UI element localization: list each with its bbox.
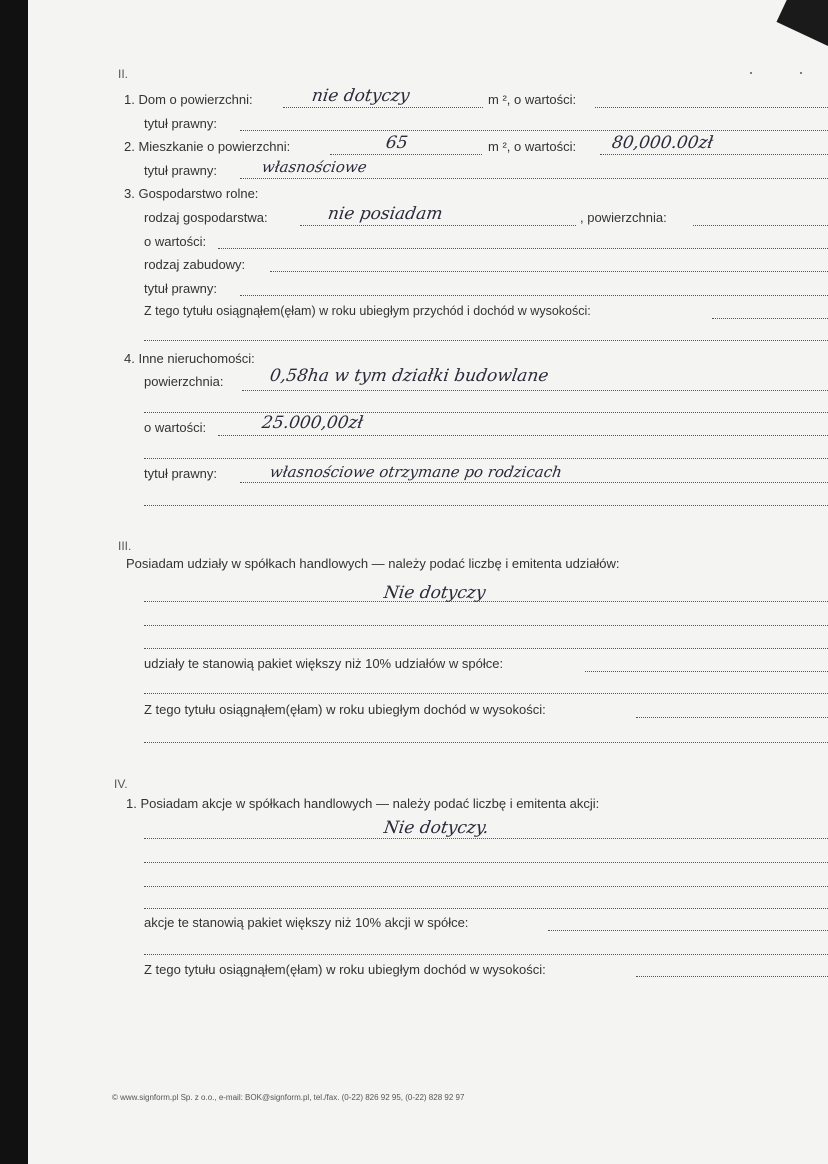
stocks-packet-field-line-2[interactable] [144,954,828,955]
shares-packet-label: udziały te stanowią pakiet większy niż 10% udziałów w spółce: [144,656,504,671]
farm-type-answer: nie posiadam [326,204,444,224]
farm-type-field[interactable] [300,225,576,226]
farm-title-field[interactable] [240,295,828,296]
other-title-field[interactable] [240,482,828,483]
other-value-label: o wartości: [144,420,207,435]
other-title-field-line-2[interactable] [144,505,828,506]
house-area-label: 1. Dom o powierzchni: [124,92,253,107]
flat-title-field[interactable] [240,178,828,179]
flat-area-answer: 65 [384,133,410,153]
stocks-income-label: Z tego tytułu osiągnąłem(ęłam) w roku ubiegłym dochód w wysokości: [144,962,546,977]
shares-field-line-1[interactable] [144,601,828,602]
farm-area-label: , powierzchnia: [580,210,667,225]
flat-title-answer: własnościowe [260,158,368,176]
scan-speck [750,72,752,74]
house-area-field[interactable] [283,107,483,108]
house-value-field[interactable] [595,107,828,108]
farm-building-label: rodzaj zabudowy: [144,257,246,272]
stocks-field-line-4[interactable] [144,908,828,909]
other-area-field-line-2[interactable] [144,412,828,413]
farm-title-label: tytuł prawny: [144,281,217,296]
other-title-answer: własnościowe otrzymane po rodzicach [268,463,564,481]
stocks-label: 1. Posiadam akcje w spółkach handlowych — należy podać liczbę i emitenta akcji: [126,796,600,811]
other-area-field[interactable] [242,390,828,391]
house-area-answer: nie dotyczy [310,86,411,106]
flat-title-label: tytuł prawny: [144,163,217,178]
flat-area-field[interactable] [330,154,482,155]
shares-field-line-3[interactable] [144,648,828,649]
stocks-packet-field[interactable] [548,930,828,931]
scan-corner-shadow [776,0,828,52]
section-iii-heading: III. [118,539,132,553]
farm-label: 3. Gospodarstwo rolne: [124,186,259,201]
shares-income-field-line-2[interactable] [144,742,828,743]
other-value-answer: 25.000,00zł [260,413,365,433]
shares-answer: Nie dotyczy [382,583,487,603]
farm-building-field[interactable] [270,271,828,272]
shares-field-line-2[interactable] [144,625,828,626]
farm-income-label: Z tego tytułu osiągnąłem(ęłam) w roku ubiegłym przychód i dochód w wysokości: [144,304,591,318]
flat-area-unit-label: m ², o wartości: [488,139,577,154]
farm-income-field-line-2[interactable] [144,340,828,341]
stocks-answer: Nie dotyczy. [382,818,490,838]
stocks-packet-label: akcje te stanowią pakiet większy niż 10% akcji w spółce: [144,915,469,930]
shares-label: Posiadam udziały w spółkach handlowych — należy podać liczbę i emitenta udziałów: [126,556,620,571]
flat-value-field[interactable] [600,154,828,155]
farm-area-field[interactable] [693,225,828,226]
scan-left-edge [0,0,28,1164]
stocks-field-line-3[interactable] [144,886,828,887]
farm-value-label: o wartości: [144,234,207,249]
house-title-label: tytuł prawny: [144,116,217,131]
farm-income-field[interactable] [712,318,828,319]
farm-value-field[interactable] [218,248,828,249]
shares-packet-field[interactable] [585,671,828,672]
section-ii-heading: II. [118,67,129,81]
stocks-field-line-1[interactable] [144,838,828,839]
other-title-label: tytuł prawny: [144,466,217,481]
house-title-field[interactable] [240,130,828,131]
shares-income-label: Z tego tytułu osiągnąłem(ęłam) w roku ubiegłym dochód w wysokości: [144,702,546,717]
flat-area-label: 2. Mieszkanie o powierzchni: [124,139,291,154]
other-value-field-line-2[interactable] [144,458,828,459]
shares-packet-field-line-2[interactable] [144,693,828,694]
other-area-answer: 0,58ha w tym działki budowlane [268,366,550,386]
shares-income-field[interactable] [636,717,828,718]
stocks-field-line-2[interactable] [144,862,828,863]
section-iv-heading: IV. [114,777,128,791]
scan-speck [800,72,802,74]
farm-type-label: rodzaj gospodarstwa: [144,210,268,225]
page-footer: © www.signform.pl Sp. z o.o., e-mail: BOK@signform.pl, tel./fax. (0-22) 826 92 95, (0-22) 828 92 97 [112,1093,465,1102]
other-property-label: 4. Inne nieruchomości: [124,351,255,366]
stocks-income-field[interactable] [636,976,828,977]
other-area-label: powierzchnia: [144,374,224,389]
flat-value-answer: 80,000.00zł [610,133,715,153]
other-value-field[interactable] [218,435,828,436]
house-area-unit-label: m ², o wartości: [488,92,577,107]
